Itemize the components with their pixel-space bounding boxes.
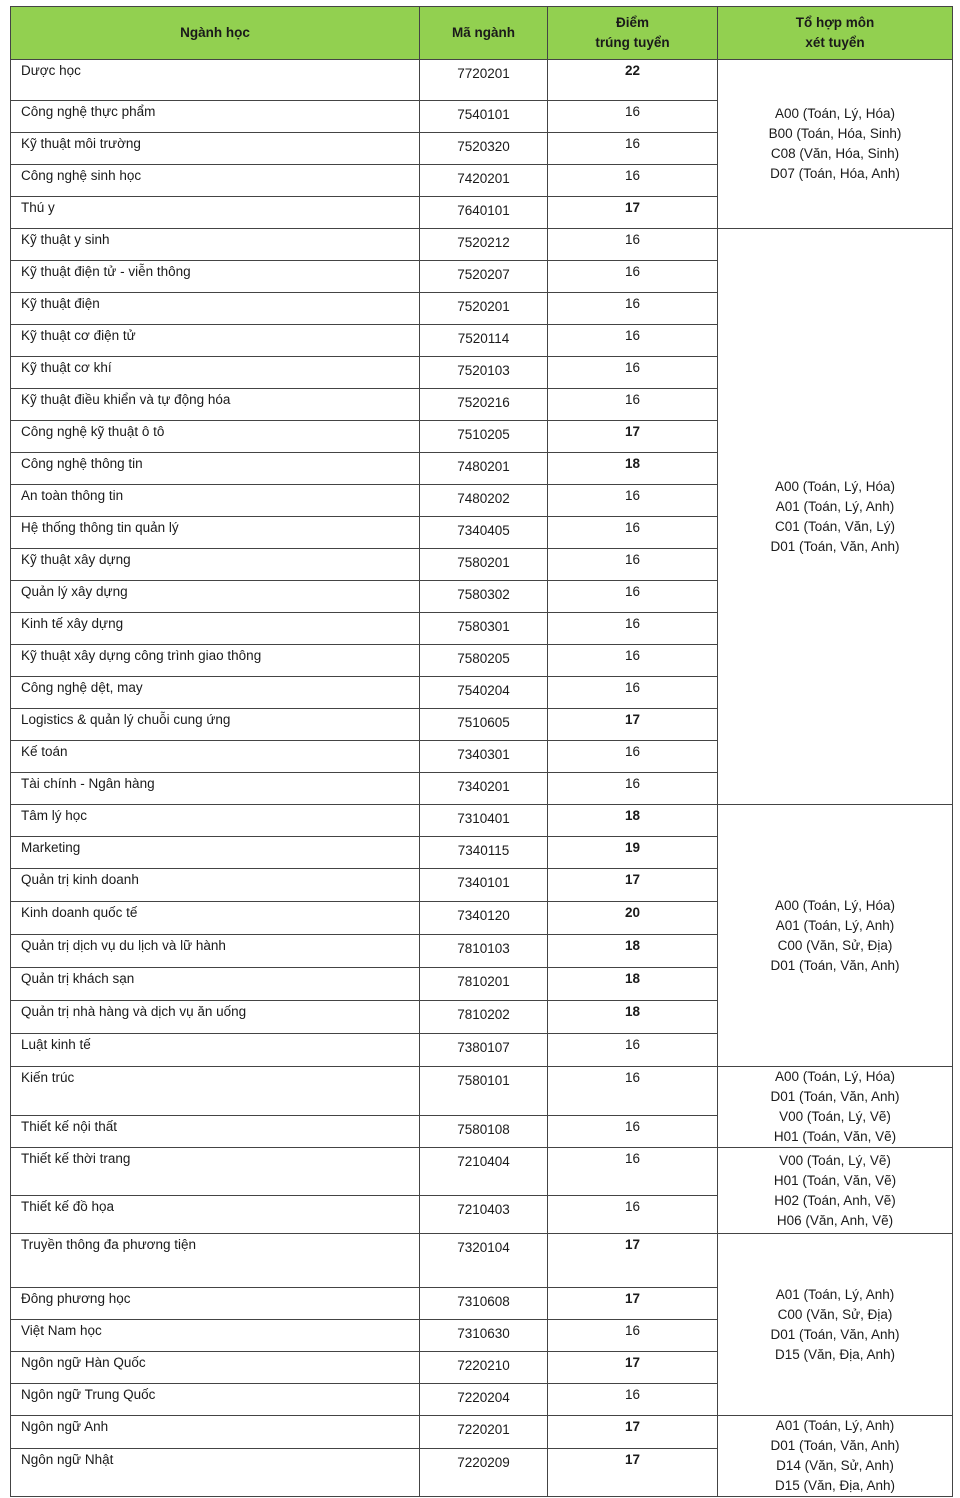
subject-combo-line: V00 (Toán, Lý, Vẽ) xyxy=(779,1109,891,1124)
major-name-cell: Kỹ thuật điện tử - viễn thông xyxy=(11,261,420,293)
header-combo xyxy=(718,7,953,60)
major-code-cell: 7310608 xyxy=(420,1288,548,1320)
admission-score-cell: 17 xyxy=(548,1449,718,1497)
major-code-cell: 7520320 xyxy=(420,133,548,165)
admission-score-cell: 19 xyxy=(548,837,718,869)
admission-score-cell: 16 xyxy=(548,485,718,517)
admission-score-cell: 16 xyxy=(548,1034,718,1067)
major-code-cell: 7340201 xyxy=(420,773,548,805)
subject-combo-line: C00 (Văn, Sử, Địa) xyxy=(777,1306,893,1322)
subject-combo-cell xyxy=(718,805,953,1067)
admission-score-cell: 16 xyxy=(548,261,718,293)
admission-score-cell: 16 xyxy=(548,1384,718,1416)
major-code-cell: 7220204 xyxy=(420,1384,548,1416)
header-score-line2: trúng tuyển xyxy=(595,35,670,50)
table-row xyxy=(11,1067,953,1116)
major-code-cell: 7580205 xyxy=(420,645,548,677)
admission-score-cell: 16 xyxy=(548,389,718,421)
major-code-cell: 7540204 xyxy=(420,677,548,709)
major-code-cell: 7810103 xyxy=(420,935,548,968)
admission-score-cell: 16 xyxy=(548,325,718,357)
major-name-cell: Kỹ thuật cơ khí xyxy=(11,357,420,389)
table-row xyxy=(11,60,953,101)
major-code-cell: 7210403 xyxy=(420,1196,548,1234)
header-score-line1: Điểm xyxy=(615,15,649,30)
subject-combo-cell xyxy=(718,1067,953,1148)
admission-score-cell: 16 xyxy=(548,773,718,805)
major-name-cell: Logistics & quản lý chuỗi cung ứng xyxy=(11,709,420,741)
subject-combo-line: H02 (Toán, Anh, Vẽ) xyxy=(774,1192,896,1208)
header-combo-line2: xét tuyển xyxy=(805,35,865,50)
admission-score-cell: 17 xyxy=(548,1288,718,1320)
subject-combo-line: B00 (Toán, Hóa, Sinh) xyxy=(768,126,902,141)
admission-score-cell: 17 xyxy=(548,1352,718,1384)
subject-combo-line: A01 (Toán, Lý, Anh) xyxy=(775,917,895,933)
admission-score-cell: 18 xyxy=(548,453,718,485)
subject-combo-cell xyxy=(718,1416,953,1497)
subject-combo-line: C08 (Văn, Hóa, Sinh) xyxy=(770,146,900,161)
subject-combo-line: A01 (Toán, Lý, Anh) xyxy=(775,1418,895,1433)
header-score xyxy=(548,7,718,60)
admission-score-cell: 17 xyxy=(548,1234,718,1288)
admission-score-cell: 18 xyxy=(548,935,718,968)
admission-score-cell: 16 xyxy=(548,1196,718,1234)
subject-combo-line: A01 (Toán, Lý, Anh) xyxy=(775,1286,895,1302)
subject-combo-line: D15 (Văn, Địa, Anh) xyxy=(774,1478,896,1493)
major-name-cell: Ngôn ngữ Hàn Quốc xyxy=(11,1352,420,1384)
major-name-cell: Kỹ thuật xây dựng công trình giao thông xyxy=(11,645,420,677)
major-code-cell: 7520201 xyxy=(420,293,548,325)
major-name-cell: Công nghệ dệt, may xyxy=(11,677,420,709)
table-row xyxy=(11,1416,953,1449)
major-name-cell: Kinh tế xây dựng xyxy=(11,613,420,645)
major-name-cell: Kinh doanh quốc tế xyxy=(11,902,420,935)
table-header-row xyxy=(11,7,953,60)
major-name-cell: Quản trị kinh doanh xyxy=(11,869,420,902)
admission-score-cell: 17 xyxy=(548,869,718,902)
major-name-cell: Dược học xyxy=(11,60,420,101)
admission-score-cell: 16 xyxy=(548,645,718,677)
admission-score-table xyxy=(10,6,953,1497)
admission-score-cell: 16 xyxy=(548,677,718,709)
subject-combo-line: D01 (Toán, Văn, Anh) xyxy=(770,538,900,554)
subject-combo-line: A00 (Toán, Lý, Hóa) xyxy=(774,1069,896,1084)
major-name-cell: Việt Nam học xyxy=(11,1320,420,1352)
admission-score-cell: 16 xyxy=(548,165,718,197)
subject-combo-line: D01 (Toán, Văn, Anh) xyxy=(770,1438,900,1453)
major-name-cell: Luật kinh tế xyxy=(11,1034,420,1067)
major-code-cell: 7520212 xyxy=(420,229,548,261)
major-name-cell: Thiết kế thời trang xyxy=(11,1148,420,1196)
major-name-cell: Kỹ thuật cơ điện tử xyxy=(11,325,420,357)
major-code-cell: 7520216 xyxy=(420,389,548,421)
major-code-cell: 7510605 xyxy=(420,709,548,741)
major-code-cell: 7480201 xyxy=(420,453,548,485)
major-name-cell: Công nghệ kỹ thuật ô tô xyxy=(11,421,420,453)
major-code-cell: 7220201 xyxy=(420,1416,548,1449)
admission-score-cell: 17 xyxy=(548,1416,718,1449)
major-name-cell: Tâm lý học xyxy=(11,805,420,837)
major-name-cell: Công nghệ sinh học xyxy=(11,165,420,197)
major-code-cell: 7720201 xyxy=(420,60,548,101)
major-name-cell: Thú y xyxy=(11,197,420,229)
admission-score-cell: 18 xyxy=(548,1001,718,1034)
major-code-cell: 7520114 xyxy=(420,325,548,357)
subject-combo-line: H06 (Văn, Anh, Vẽ) xyxy=(776,1212,894,1228)
admission-score-cell: 16 xyxy=(548,229,718,261)
subject-combo-line: D07 (Toán, Hóa, Anh) xyxy=(770,166,900,181)
subject-combo-line: A00 (Toán, Lý, Hóa) xyxy=(774,478,896,494)
major-name-cell: Kỹ thuật điều khiển và tự động hóa xyxy=(11,389,420,421)
major-code-cell: 7220210 xyxy=(420,1352,548,1384)
major-code-cell: 7810201 xyxy=(420,968,548,1001)
admission-score-cell: 16 xyxy=(548,581,718,613)
major-name-cell: Tài chính - Ngân hàng xyxy=(11,773,420,805)
subject-combo-line: H01 (Toán, Văn, Vẽ) xyxy=(773,1129,897,1144)
major-name-cell: Kỹ thuật xây dựng xyxy=(11,549,420,581)
major-code-cell: 7810202 xyxy=(420,1001,548,1034)
major-name-cell: Đông phương học xyxy=(11,1288,420,1320)
admission-score-cell: 20 xyxy=(548,902,718,935)
table-body xyxy=(11,60,953,1497)
admission-score-cell: 17 xyxy=(548,197,718,229)
admission-score-cell: 18 xyxy=(548,805,718,837)
subject-combo-cell xyxy=(718,1148,953,1234)
subject-combo-line: H01 (Toán, Văn, Vẽ) xyxy=(773,1172,897,1188)
major-name-cell: Kế toán xyxy=(11,741,420,773)
major-code-cell: 7380107 xyxy=(420,1034,548,1067)
admission-score-cell: 16 xyxy=(548,1115,718,1147)
major-code-cell: 7580302 xyxy=(420,581,548,613)
admission-score-cell: 16 xyxy=(548,1067,718,1116)
major-name-cell: Thiết kế đồ họa xyxy=(11,1196,420,1234)
subject-combo-line: D14 (Văn, Sử, Anh) xyxy=(776,1458,894,1473)
major-name-cell: Truyền thông đa phương tiện xyxy=(11,1234,420,1288)
major-name-cell: Quản trị khách sạn xyxy=(11,968,420,1001)
admission-score-cell: 17 xyxy=(548,421,718,453)
admission-score-cell: 16 xyxy=(548,1320,718,1352)
major-name-cell: Quản trị dịch vụ du lịch và lữ hành xyxy=(11,935,420,968)
major-code-cell: 7520207 xyxy=(420,261,548,293)
major-code-cell: 7510205 xyxy=(420,421,548,453)
admission-score-cell: 16 xyxy=(548,101,718,133)
major-code-cell: 7210404 xyxy=(420,1148,548,1196)
subject-combo-line: C00 (Văn, Sử, Địa) xyxy=(777,937,893,953)
admission-score-cell: 22 xyxy=(548,60,718,101)
admission-score-cell: 16 xyxy=(548,517,718,549)
major-name-cell: Công nghệ thực phẩm xyxy=(11,101,420,133)
major-name-cell: Ngôn ngữ Trung Quốc xyxy=(11,1384,420,1416)
major-name-cell: Ngôn ngữ Anh xyxy=(11,1416,420,1449)
subject-combo-line: D01 (Toán, Văn, Anh) xyxy=(770,957,900,973)
major-name-cell: An toàn thông tin xyxy=(11,485,420,517)
subject-combo-line: C01 (Toán, Văn, Lý) xyxy=(774,518,896,534)
major-code-cell: 7340120 xyxy=(420,902,548,935)
major-name-cell: Quản lý xây dựng xyxy=(11,581,420,613)
major-name-cell: Kỹ thuật điện xyxy=(11,293,420,325)
subject-combo-cell xyxy=(718,1234,953,1416)
major-name-cell: Kỹ thuật môi trường xyxy=(11,133,420,165)
major-name-cell: Kỹ thuật y sinh xyxy=(11,229,420,261)
subject-combo-line: D15 (Văn, Địa, Anh) xyxy=(774,1346,896,1362)
table-row xyxy=(11,1148,953,1196)
subject-combo-line: A00 (Toán, Lý, Hóa) xyxy=(774,897,896,913)
subject-combo-line: D01 (Toán, Văn, Anh) xyxy=(770,1089,900,1104)
major-code-cell: 7340115 xyxy=(420,837,548,869)
table-row xyxy=(11,229,953,261)
subject-combo-cell xyxy=(718,60,953,229)
major-name-cell: Ngôn ngữ Nhật xyxy=(11,1449,420,1497)
admission-score-cell: 16 xyxy=(548,741,718,773)
major-code-cell: 7310401 xyxy=(420,805,548,837)
major-code-cell: 7420201 xyxy=(420,165,548,197)
major-code-cell: 7480202 xyxy=(420,485,548,517)
table-row xyxy=(11,805,953,837)
major-name-cell: Quản trị nhà hàng và dịch vụ ăn uống xyxy=(11,1001,420,1034)
subject-combo-line: A01 (Toán, Lý, Anh) xyxy=(775,498,895,514)
major-code-cell: 7220209 xyxy=(420,1449,548,1497)
subject-combo-line: D01 (Toán, Văn, Anh) xyxy=(770,1326,900,1342)
major-code-cell: 7540101 xyxy=(420,101,548,133)
major-code-cell: 7340405 xyxy=(420,517,548,549)
table-row xyxy=(11,1234,953,1288)
major-code-cell: 7640101 xyxy=(420,197,548,229)
major-code-cell: 7340301 xyxy=(420,741,548,773)
major-code-cell: 7320104 xyxy=(420,1234,548,1288)
header-combo-line1: Tổ hợp môn xyxy=(795,15,875,30)
major-code-cell: 7580301 xyxy=(420,613,548,645)
major-code-cell: 7340101 xyxy=(420,869,548,902)
major-name-cell: Kiến trúc xyxy=(11,1067,420,1116)
major-name-cell: Thiết kế nội thất xyxy=(11,1115,420,1147)
major-name-cell: Marketing xyxy=(11,837,420,869)
admission-score-cell: 16 xyxy=(548,613,718,645)
admission-score-cell: 18 xyxy=(548,968,718,1001)
admission-score-cell: 16 xyxy=(548,549,718,581)
subject-combo-line: A00 (Toán, Lý, Hóa) xyxy=(774,106,896,121)
admission-score-cell: 16 xyxy=(548,293,718,325)
major-code-cell: 7520103 xyxy=(420,357,548,389)
admission-score-cell: 17 xyxy=(548,709,718,741)
admission-score-cell: 16 xyxy=(548,133,718,165)
subject-combo-cell xyxy=(718,229,953,805)
major-name-cell: Công nghệ thông tin xyxy=(11,453,420,485)
header-major: Ngành học xyxy=(11,7,420,60)
major-code-cell: 7580108 xyxy=(420,1115,548,1147)
major-name-cell: Hệ thống thông tin quản lý xyxy=(11,517,420,549)
major-code-cell: 7310630 xyxy=(420,1320,548,1352)
major-code-cell: 7580201 xyxy=(420,549,548,581)
major-code-cell: 7580101 xyxy=(420,1067,548,1116)
admission-score-cell: 16 xyxy=(548,1148,718,1196)
admission-score-cell: 16 xyxy=(548,357,718,389)
subject-combo-line: V00 (Toán, Lý, Vẽ) xyxy=(779,1152,891,1168)
header-code: Mã ngành xyxy=(420,7,548,60)
